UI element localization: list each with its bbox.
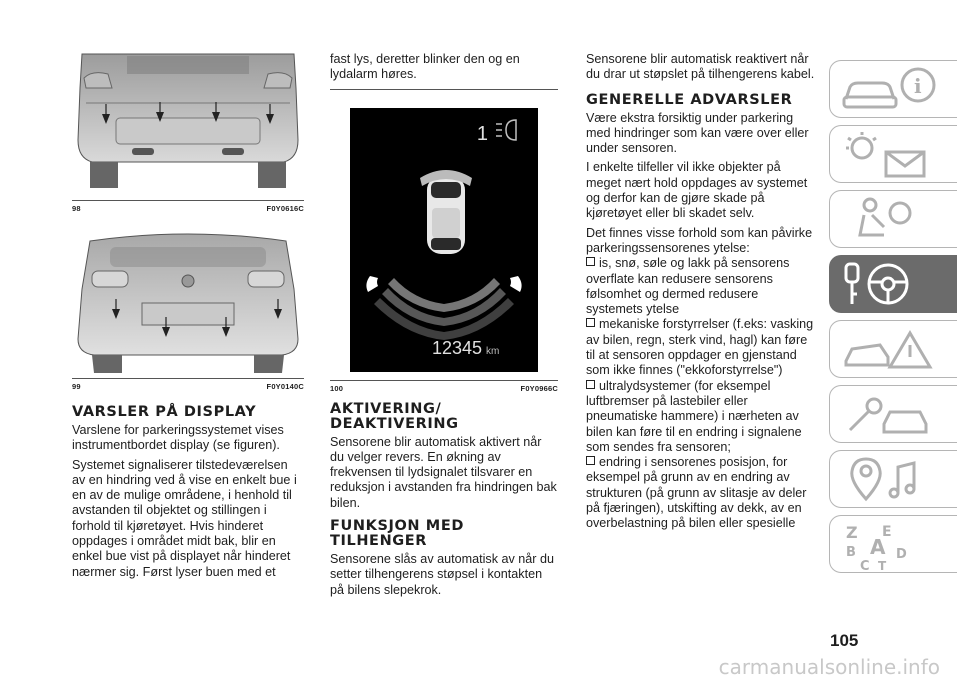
bullet-item: [586, 379, 818, 455]
figure-98-image: [72, 48, 304, 196]
section-heading-general-warnings: GENERELLE ADVARSLER: [586, 91, 793, 108]
tab-multimedia[interactable]: [829, 450, 957, 508]
bullet-text: is, snø, søle og lakk på sensorens overflate kan redusere sensorens følsomhet og dermed redusere systemets ytelse: [586, 256, 790, 317]
section-heading-trailer: FUNKSJON MED TILHENGER: [330, 518, 464, 550]
seat-airbag-icon: [840, 195, 940, 245]
bullet-square-icon: [586, 456, 595, 465]
bullet-item: [586, 455, 818, 531]
tab-lights-messages[interactable]: [829, 125, 957, 183]
paragraph: Sensorene blir automatisk reaktivert når du drar ut støpslet på tilhengerens kabel.: [586, 52, 815, 82]
paragraph: Det finnes visse forhold som kan påvirke parkeringssensorenes ytelse:: [586, 225, 813, 255]
figure-code: F0Y0966C: [520, 383, 558, 393]
alphabet-index-icon: [840, 520, 940, 570]
gear-indicator: 1: [476, 122, 488, 145]
chapter-tabs: [829, 60, 957, 580]
section-heading-display-warnings: VARSLER PÅ DISPLAY: [72, 404, 257, 420]
car-top-view: [420, 170, 472, 254]
figure-99-caption: [72, 382, 304, 391]
column-3: [586, 52, 818, 532]
page-number: 105: [830, 631, 859, 650]
gps-music-icon: [840, 455, 940, 505]
car-crash-warning-icon: [840, 325, 940, 375]
figure-number: 98: [72, 204, 81, 213]
figure-100-caption: [330, 384, 558, 393]
bullet-text: mekaniske forstyrrelser (f.eks: vasking av bilen, regn, sterk vind, hagl) kan føre til at sensoren oppdager en gjenstand som ikke finnes ("ekkoforstyrrelse"): [586, 317, 814, 378]
section-heading-activation: AKTIVERING/ DEAKTIVERING: [330, 400, 459, 432]
figure-code: F0Y0140C: [266, 382, 304, 391]
paragraph: Være ekstra forsiktig under parkering med hindringer som kan være over eller under sensoren.: [586, 110, 809, 156]
svg-text:D: D: [896, 547, 907, 562]
svg-text:A: A: [870, 535, 886, 559]
bullet-item: [586, 256, 818, 317]
tab-safety[interactable]: [829, 190, 957, 248]
paragraph: Sensorene slås av automatisk av når du setter tilhengerens støpsel i kontakten på bilens slepekrok.: [330, 552, 555, 597]
paragraph: I enkelte tilfeller vil ikke objekter på meget nært hold oppdages av systemet og derfor kan de gjøre skade på kjøretøyet eller bli skadet selv.: [586, 160, 808, 221]
paragraph: Systemet signaliserer tilstedeværelsen av en hindring ved å vise en enkelt bue i en av de mulige områdene, i henhold til avstanden til objektet og stillingen i forhold til kjøretøyet. Hvis hinderet oppdages i området midt bak, blir en enkel bue vist på displayet når hinderet nærmer sig. Først lyser buen med et: [72, 457, 297, 579]
figure-code: F0Y0616C: [266, 204, 304, 213]
odometer-value: 12345: [431, 337, 482, 358]
bullet-square-icon: [586, 257, 595, 266]
svg-text:T: T: [878, 559, 887, 570]
wrench-car-icon: [840, 390, 940, 440]
column-2: [330, 52, 558, 602]
figure-98-caption: [72, 204, 304, 213]
tab-index[interactable]: [829, 515, 957, 573]
svg-text:Z: Z: [846, 523, 858, 542]
svg-text:B: B: [846, 545, 856, 560]
svg-text:C: C: [860, 559, 870, 570]
paragraph: Varslene for parkeringssystemet vises instrumentbordet display (se figuren).: [72, 423, 284, 453]
bullet-text: ultralydsystemer (for eksempel luftbremser på lastebiler eller pneumatiske hammere) i nærheten av bilen kan føre til en endring i signalene som sendes fra sensoren;: [586, 378, 802, 454]
svg-text:E: E: [882, 524, 892, 540]
parking-sensor-display-illustration: [330, 108, 558, 380]
column-1: [72, 48, 304, 584]
tab-starting-driving[interactable]: [829, 255, 957, 313]
figure-number: 99: [72, 382, 81, 391]
bullet-text: endring i sensorenes posisjon, for eksempel på grunn av en endring av strukturen (på grunn av slitasje av deler på fjæringen), utskifting av dekk, av en overbelastning på bilen eller spesielle: [586, 455, 807, 531]
figure-number: 100: [330, 383, 344, 393]
paragraph: fast lys, deretter blinker den og en lydalarm høres.: [330, 52, 520, 82]
tab-maintenance[interactable]: [829, 385, 957, 443]
bullet-item: [586, 317, 818, 378]
bullet-square-icon: [586, 380, 595, 389]
car-rear-bumper-illustration: [72, 48, 304, 196]
odometer-unit: km: [486, 345, 500, 357]
watermark: carmanualsonline.info: [718, 655, 940, 679]
car-rear-view-illustration: [72, 229, 304, 374]
car-info-icon: [840, 65, 940, 115]
sun-envelope-icon: [840, 130, 940, 180]
bullet-square-icon: [586, 318, 595, 327]
paragraph: Sensorene blir automatisk aktivert når du velger revers. En økning av frekvensen til lydsignalet tilsvarer en reduksjon i avstanden fra hindringen bak bilen.: [330, 434, 557, 510]
key-steering-wheel-icon: [840, 260, 940, 310]
figure-99-image: [72, 229, 304, 374]
figure-100-display: [330, 108, 558, 380]
tab-dashboard-info[interactable]: [829, 60, 957, 118]
tab-emergency[interactable]: [829, 320, 957, 378]
svg-text:i: i: [914, 74, 922, 98]
